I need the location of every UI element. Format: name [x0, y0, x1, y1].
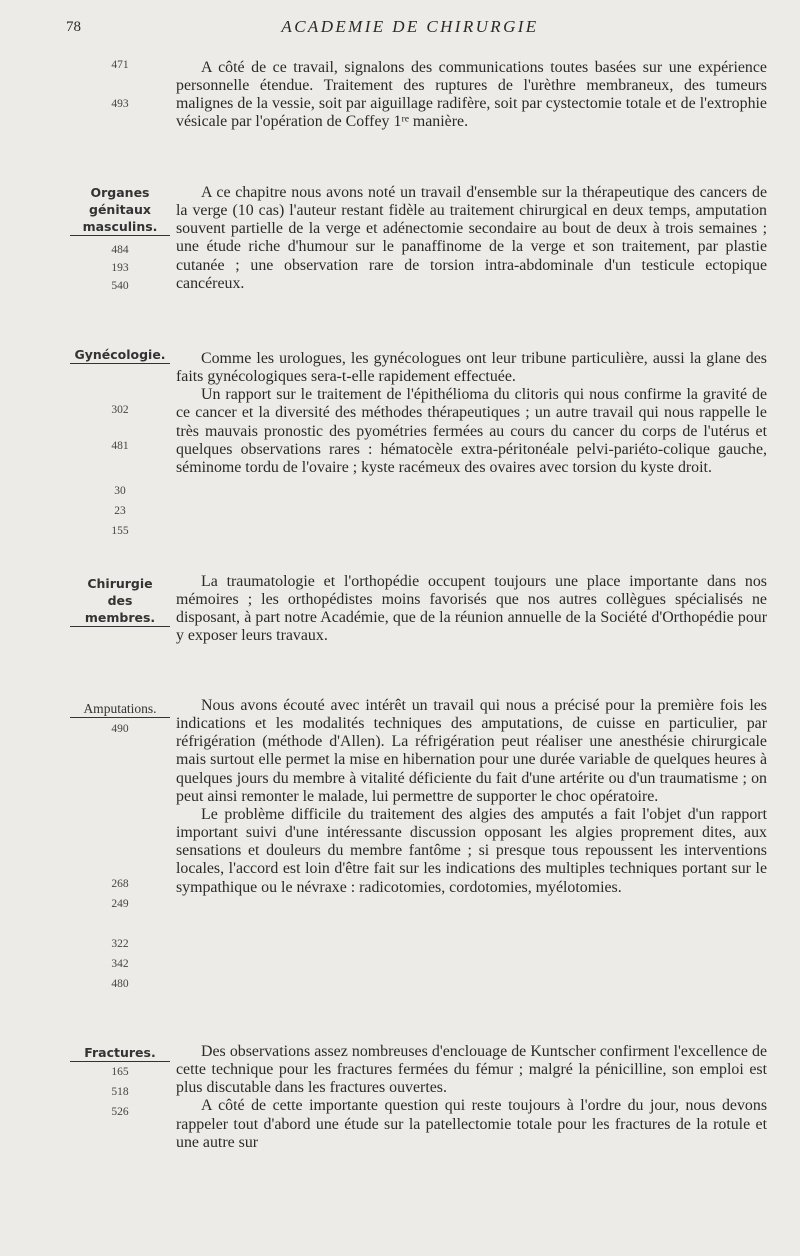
margin-ref: 484 — [111, 244, 129, 256]
margin-ref: 193 — [111, 262, 129, 274]
margin-heading-line: membres. — [70, 609, 170, 627]
margin-ref: 302 — [111, 404, 129, 416]
section-amputations — [176, 697, 767, 897]
section-intro — [176, 59, 767, 132]
margin-heading-chirurgie — [70, 575, 170, 627]
margin-heading-amputations — [70, 700, 170, 718]
margin-ref: 155 — [111, 525, 129, 537]
margin-ref: 322 — [111, 938, 129, 950]
paragraph: Comme les urologues, les gynécologues ont leur tribune particulière, aussi la glane des faits gynécologiques sera-t-elle rapidement effectuée. — [176, 350, 767, 386]
margin-heading-line: Fractures. — [70, 1044, 170, 1062]
page-number: 78 — [66, 19, 81, 35]
paragraph: Le problème difficile du traitement des algies des amputés a fait l'objet d'un rapport important suivi d'une intéressante discussion opposant les algies proprement dites, aux sensations et douleurs du membre fantôme ; si presque tous repoussent les interventions locales, l'accord est loin d'être fait sur les indications des multiples techniques portant sur le sympathique ou le névraxe : radicotomies, cordotomies, myélotomies. — [176, 805, 767, 896]
margin-ref: 490 — [111, 723, 129, 735]
margin-heading-line: Chirurgie — [87, 576, 153, 591]
margin-heading-gynecologie — [70, 346, 170, 364]
margin-heading-line: génitaux — [89, 202, 151, 217]
section-chirurgie-membres — [176, 573, 767, 646]
margin-ref: 526 — [111, 1106, 129, 1118]
section-gynecologie — [176, 350, 767, 477]
margin-heading-line: des — [107, 593, 133, 608]
paragraph: A côté de cette importante question qui reste toujours à l'ordre du jour, nous devons rappeler tout d'abord une étude sur la patellectomie totale pour les fractures de la rotule et une autre sur — [176, 1097, 767, 1151]
margin-heading-line: Gynécologie. — [70, 346, 170, 364]
margin-heading-line: masculins. — [70, 218, 170, 236]
section-organes-genitaux — [176, 184, 767, 293]
margin-ref: 518 — [111, 1086, 129, 1098]
margin-ref: 471 — [111, 59, 129, 71]
paragraph: A côté de ce travail, signalons des communications toutes basées sur une expérience personnelle étendue. Traitement des ruptures de l'urèthre membraneux, des tumeurs malignes de la vessie, soit par aiguillage radifère, soit par cystectomie totale et de l'extrophie vésicale par l'opération de Coffey 1ʳᵉ manière. — [176, 59, 767, 131]
margin-ref: 480 — [111, 978, 129, 990]
paragraph: A ce chapitre nous avons noté un travail d'ensemble sur la thérapeutique des cancers de la verge (10 cas) l'auteur restant fidèle au traitement chirurgical en deux temps, amputation souvent partielle de la verge et adénectomie secondaire au bout de deux à trois semaines ; une étude riche d'humour sur le panaffinome de la verge et son traitement, par plastie cutanée ; une observation rare de torsion intra-abdominale d'un testicule ectopique cancéreux. — [176, 184, 767, 292]
margin-ref: 481 — [111, 440, 129, 452]
margin-ref: 23 — [114, 505, 126, 517]
paragraph: Des observations assez nombreuses d'enclouage de Kuntscher confirment l'excellence de cette technique pour les fractures fermées du fémur ; malgré la pénicilline, son emploi est plus discutable dans les fractures ouvertes. — [176, 1043, 767, 1097]
margin-ref: 493 — [111, 98, 129, 110]
margin-ref: 342 — [111, 958, 129, 970]
margin-ref: 268 — [111, 878, 129, 890]
margin-heading-fractures — [70, 1044, 170, 1062]
running-title: ACADEMIE DE CHIRURGIE — [281, 17, 539, 36]
margin-ref: 540 — [111, 280, 129, 292]
margin-ref: 30 — [114, 485, 126, 497]
section-fractures — [176, 1043, 767, 1152]
paragraph: Nous avons écouté avec intérêt un travail qui nous a précisé pour la première fois les indications et les modalités techniques des amputations, de cuisse en particulier, par réfrigération (méthode d'Allen). La réfrigération peut réaliser une anesthésie chirurgicale mais surtout elle permet la mise en hibernation pour une durée variable de quelques heures à quelques jours du membre à vitalité déficiente du fait d'une artérite ou d'un traumatisme ; on peut ainsi remonter le malade, lui permettre de supporter le choc opératoire. — [176, 697, 767, 805]
paragraph: Un rapport sur le traitement de l'épithélioma du clitoris qui nous confirme la gravité de ce cancer et la diversité des méthodes thérapeutiques ; un autre travail qui nous rappelle le très mauvais pronostic des pyométries fermées au cours du cancer du corps de l'utérus et quelques observations rares : hématocèle extra-péritonéale pelvi-pariéto-colique gauche, séminome tordu de l'ovaire ; kyste racémeux des ovaires avec torsion du kyste droit. — [176, 386, 767, 476]
margin-ref: 249 — [111, 898, 129, 910]
margin-heading-line: Amputations. — [70, 700, 170, 718]
margin-heading-organes — [70, 184, 170, 236]
margin-heading-line: Organes — [90, 185, 150, 200]
paragraph: La traumatologie et l'orthopédie occupent toujours une place importante dans nos mémoires ; les orthopédistes moins favorisés que nos autres collègues spécialisés ne disposant, à part notre Académie, que de la réunion annuelle de la Société d'Orthopédie pour y exposer leurs travaux. — [176, 573, 767, 645]
margin-ref: 165 — [111, 1066, 129, 1078]
